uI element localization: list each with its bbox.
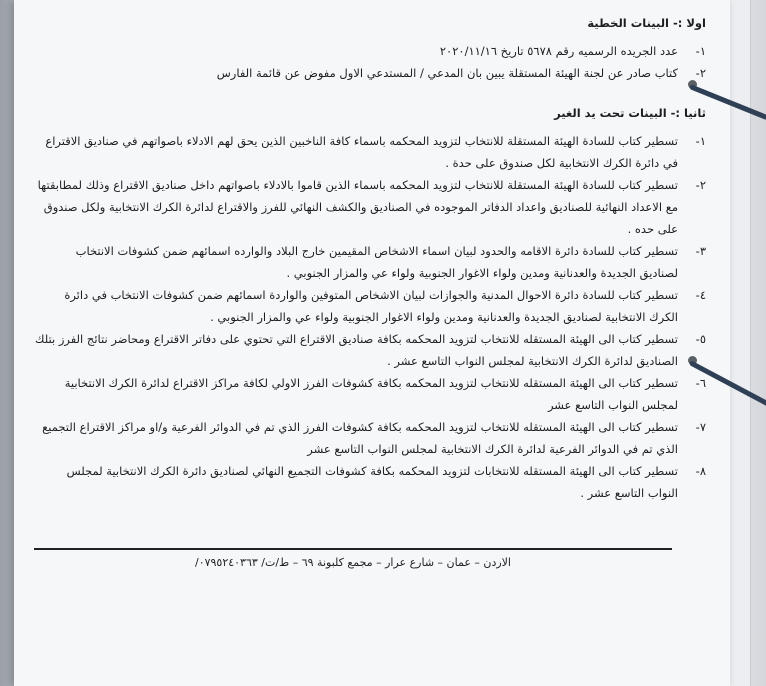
list-item	[34, 240, 706, 284]
first-evidence-list	[34, 40, 706, 84]
list-item-number: ٧-	[695, 420, 706, 434]
list-item-text: تسطير كتاب الى الهيئة المستقله للانتخاب لتزويد المحكمه بكافة كشوفات الفرز الذي تم في الدوائر الفرعية و/او مراكز الاقتراع التجميع الذي تم في الدوائر الفرعية لدائرة الكرك الانتخابية لمجلس النواب التاسع عشر	[42, 420, 678, 456]
list-item-text: كتاب صادر عن لجنة الهيئة المستقلة يبين بان المدعي / المستدعي الاول مفوض عن قائمة الفارس	[216, 66, 678, 80]
second-evidence-list	[34, 130, 706, 504]
list-item	[34, 328, 706, 372]
list-item-number: ١-	[695, 44, 706, 58]
list-item	[34, 174, 706, 240]
list-item-text: تسطير كتاب الى الهيئة المستقله للانتخاب لتزويد المحكمه بكافة صناديق الاقتراع التي تحتوي على دفاتر الاقتراع ومحاضر نتائج الفرز بتلك الصناديق لدائرة الكرك الانتخابية لمجلس النواب التاسع عشر .	[35, 332, 678, 368]
list-item-number: ١-	[695, 134, 706, 148]
list-item-number: ٨-	[695, 464, 706, 478]
list-item-text: عدد الجريده الرسميه رقم ٥٦٧٨ تاريخ ٢٠٢٠/١١/١٦	[439, 44, 678, 58]
list-item-number: ٤-	[695, 288, 706, 302]
list-item-number: ٣-	[695, 244, 706, 258]
list-item	[34, 62, 706, 84]
list-item-text: تسطير كتاب للسادة الهيئة المستقلة للانتخاب لتزويد المحكمه باسماء كافة الناخبين الذين يحق لهم الادلاء باصواتهم في صناديق الاقتراع في دائرة الكرك الانتخابية لكل صندوق على حدة .	[45, 134, 678, 170]
list-item-text: تسطير كتاب للسادة الهيئة المستقلة للانتخاب لتزويد المحكمه باسماء الذين قاموا بالادلاء باصواتهم داخل صناديق الاقتراع وذلك لمطابقتها مع الاعداد النهائية للصناديق واعداد الدفاتر الموجوده في الصناديق والكشف النهائي للفرز والاقتراع لدائرة الكرك الانتخابية ولكل صندوق على حده .	[37, 178, 678, 236]
section-heading-first: اولا :- البينات الخطية	[587, 16, 706, 30]
list-item-text: تسطير كتاب الى الهيئة المستقله للانتخابات لتزويد المحكمه بكافة كشوفات التجميع النهائي لصناديق دائرة الكرك الانتخابية لمجلس النواب التاسع عشر .	[66, 464, 678, 500]
list-item	[34, 460, 706, 504]
section-heading-second: ثانيا :- البينات تحت يد الغير	[554, 106, 706, 120]
list-item-number: ٦-	[695, 376, 706, 390]
list-item-text: تسطير كتاب للسادة دائرة الاقامه والحدود لبيان اسماء الاشخاص المقيمين خارج البلاد والوارده اسمائهم ضمن كشوفات الانتخاب لصناديق الجديدة والعدنانية ومدين ولواء الاغوار الجنوبية ولواء عي والمزار الجنوبي .	[75, 244, 678, 280]
list-item-number: ٥-	[695, 332, 706, 346]
list-item	[34, 130, 706, 174]
list-item	[34, 40, 706, 62]
list-item-text: تسطير كتاب الى الهيئة المستقله للانتخاب لتزويد المحكمه بكافة كشوفات الفرز الاولي لكافة مراكز الاقتراع لدائرة الكرك الانتخابية لمجلس النواب التاسع عشر	[64, 376, 678, 412]
list-item-text: تسطير كتاب للسادة دائرة الاحوال المدنية والجوازات لبيان الاشخاص المتوفين والواردة اسمائهم ضمن كشوفات الانتخاب في دائرة الكرك الانتخابية لصناديق الجديدة والعدنانية ومدين ولواء الاغوار الجنوبية ولواء عي والمزار الجنوبي .	[64, 288, 678, 324]
footer-address: الاردن – عمان – شارع عرار – مجمع كلبونة ٦٩ – ط/ت/ ٠٧٩٥٢٤٠٣٦٣/	[194, 556, 511, 569]
list-item	[34, 284, 706, 328]
document-page	[14, 0, 730, 686]
list-item	[34, 416, 706, 460]
list-item	[34, 372, 706, 416]
list-item-number: ٢-	[695, 66, 706, 80]
document-content	[34, 8, 706, 686]
footer-divider	[34, 548, 672, 550]
list-item-number: ٢-	[695, 178, 706, 192]
